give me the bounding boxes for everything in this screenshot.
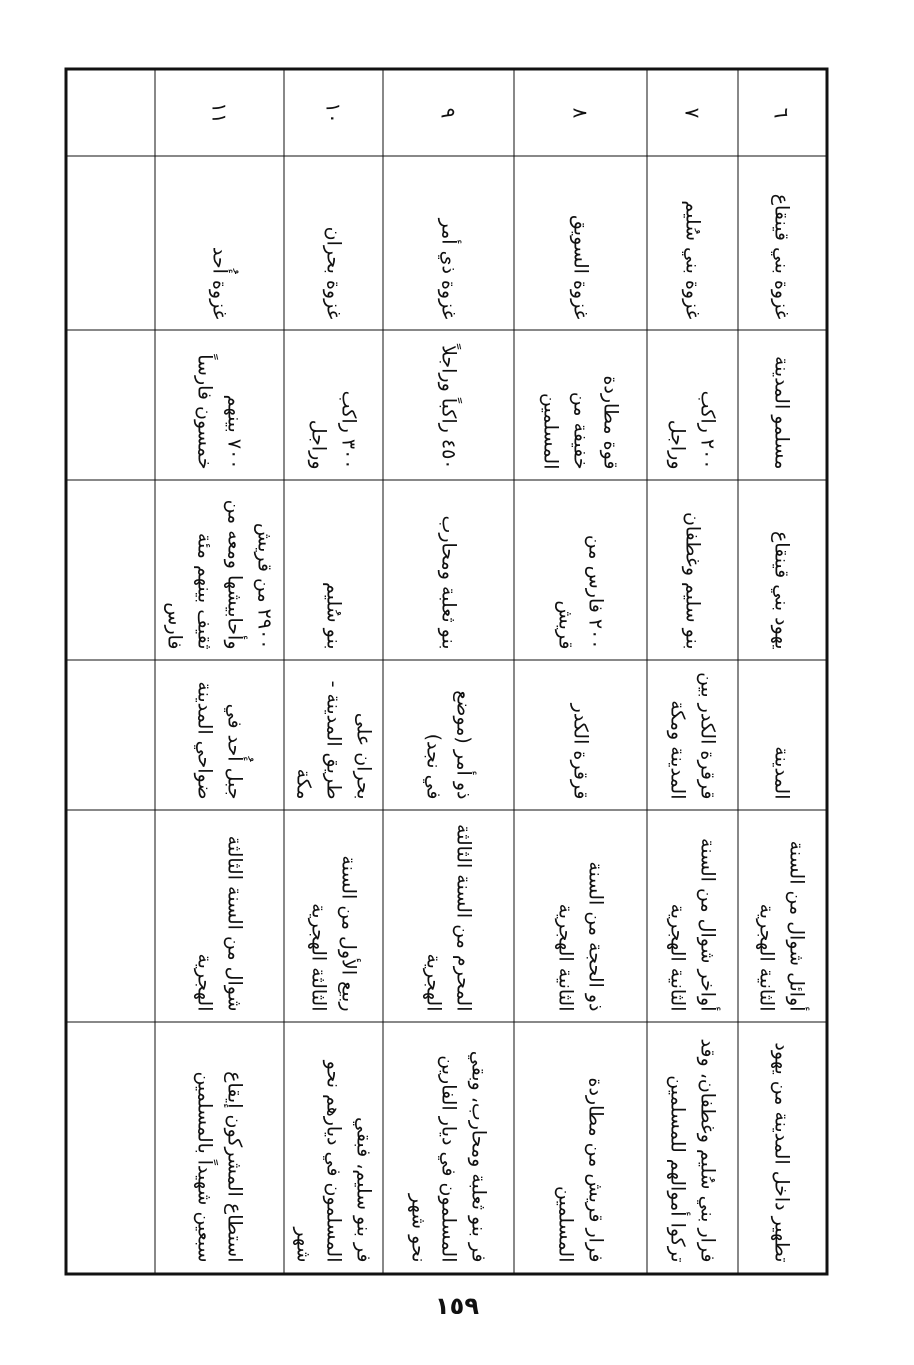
cell-result: فر بنو سليم، فبقي المسلمون في ديارهم نحو شهر [284, 1022, 383, 1274]
cell-muslims: قوة مطاردة خفيفة من المسلمين [514, 330, 647, 480]
cell-muslims: ٣٠٠ راكب وراجل [284, 330, 383, 480]
cell-place: قرقرة الكدر [514, 660, 647, 810]
cell-num: ٩ [383, 69, 514, 156]
cell-enemies: بنو ثعلبة ومحارب [383, 480, 514, 660]
cell-date: أواخر شوال من السنة الثانية الهجرية [647, 810, 738, 1022]
cell-place [66, 660, 155, 810]
cell-place: قرقرة الكدر بين المدينة ومكة [647, 660, 738, 810]
cell-name [66, 156, 155, 330]
cell-name: غزوة بني قينقاع [738, 156, 827, 330]
table-row [383, 69, 514, 1274]
cell-result: فرار بني سُليم وغطفان، وقد تركوا أموالهم للمسلمين [647, 1022, 738, 1274]
cell-name: غزوة أُحد [155, 156, 284, 330]
table-row [284, 69, 383, 1274]
cell-result: فرار قريش من مطاردة المسلمين [514, 1022, 647, 1274]
cell-name: غزوة ذي أمر [383, 156, 514, 330]
cell-num: ٨ [514, 69, 647, 156]
cell-place: ذو أمر (موضع في نجد) [383, 660, 514, 810]
cell-enemies: بنو سليم وغطفان [647, 480, 738, 660]
cell-enemies: ٢٩٠٠ من قريش وأحابيشها ومعه من ثقيف بينهم مئة فارس [155, 480, 284, 660]
table-row [738, 69, 827, 1274]
table-row [66, 69, 155, 1274]
cell-muslims: ٤٥٠ راكباً وراجلاً [383, 330, 514, 480]
table-row [647, 69, 738, 1274]
cell-name: غزوة بني سُليم [647, 156, 738, 330]
page-number: ١٥٩ [435, 1292, 479, 1320]
cell-date [66, 810, 155, 1022]
cell-date: أوائل شوال من السنة الثانية الهجرية [738, 810, 827, 1022]
battles-table [64, 67, 828, 1275]
cell-date: ربيع الأول من السنة الثالثة الهجرية [284, 810, 383, 1022]
cell-num: ١١ [155, 69, 284, 156]
cell-name: غزوة بحران [284, 156, 383, 330]
cell-date: شوال من السنة الثالثة الهجرية [155, 810, 284, 1022]
cell-num: ١٠ [284, 69, 383, 156]
cell-muslims [66, 330, 155, 480]
cell-enemies: بنو سُليم [284, 480, 383, 660]
cell-num [66, 69, 155, 156]
cell-muslims: ٧٠٠ بينهم خمسون فارساً [155, 330, 284, 480]
cell-enemies: يهود بني قينقاع [738, 480, 827, 660]
cell-num: ٧ [647, 69, 738, 156]
cell-result: تطهير داخل المدينة من يهود [738, 1022, 827, 1274]
cell-date: المحرم من السنة الثالثة الهجرية [383, 810, 514, 1022]
cell-name: غزوة السويق [514, 156, 647, 330]
battles-table-rotated [116, 67, 828, 1272]
cell-enemies [66, 480, 155, 660]
cell-muslims: مسلمو المدينة [738, 330, 827, 480]
cell-place: بحران على طريق المدينة - مكة [284, 660, 383, 810]
cell-place: جبل أُحد في ضواحي المدينة [155, 660, 284, 810]
cell-num: ٦ [738, 69, 827, 156]
cell-result: استطاع المشركون إيقاع سبعين شهيداً بالمسلمين [155, 1022, 284, 1274]
cell-result: فر بنو ثعلبة ومحارب، وبقي المسلمون في ديار الفارين نحو شهر [383, 1022, 514, 1274]
table-row [155, 69, 284, 1274]
cell-enemies: ٢٠٠ فارس من قريش [514, 480, 647, 660]
cell-result [66, 1022, 155, 1274]
cell-date: ذو الحجة من السنة الثانية الهجرية [514, 810, 647, 1022]
cell-place: المدينة [738, 660, 827, 810]
cell-muslims: ٢٠٠ راكب وراجل [647, 330, 738, 480]
table-row [514, 69, 647, 1274]
